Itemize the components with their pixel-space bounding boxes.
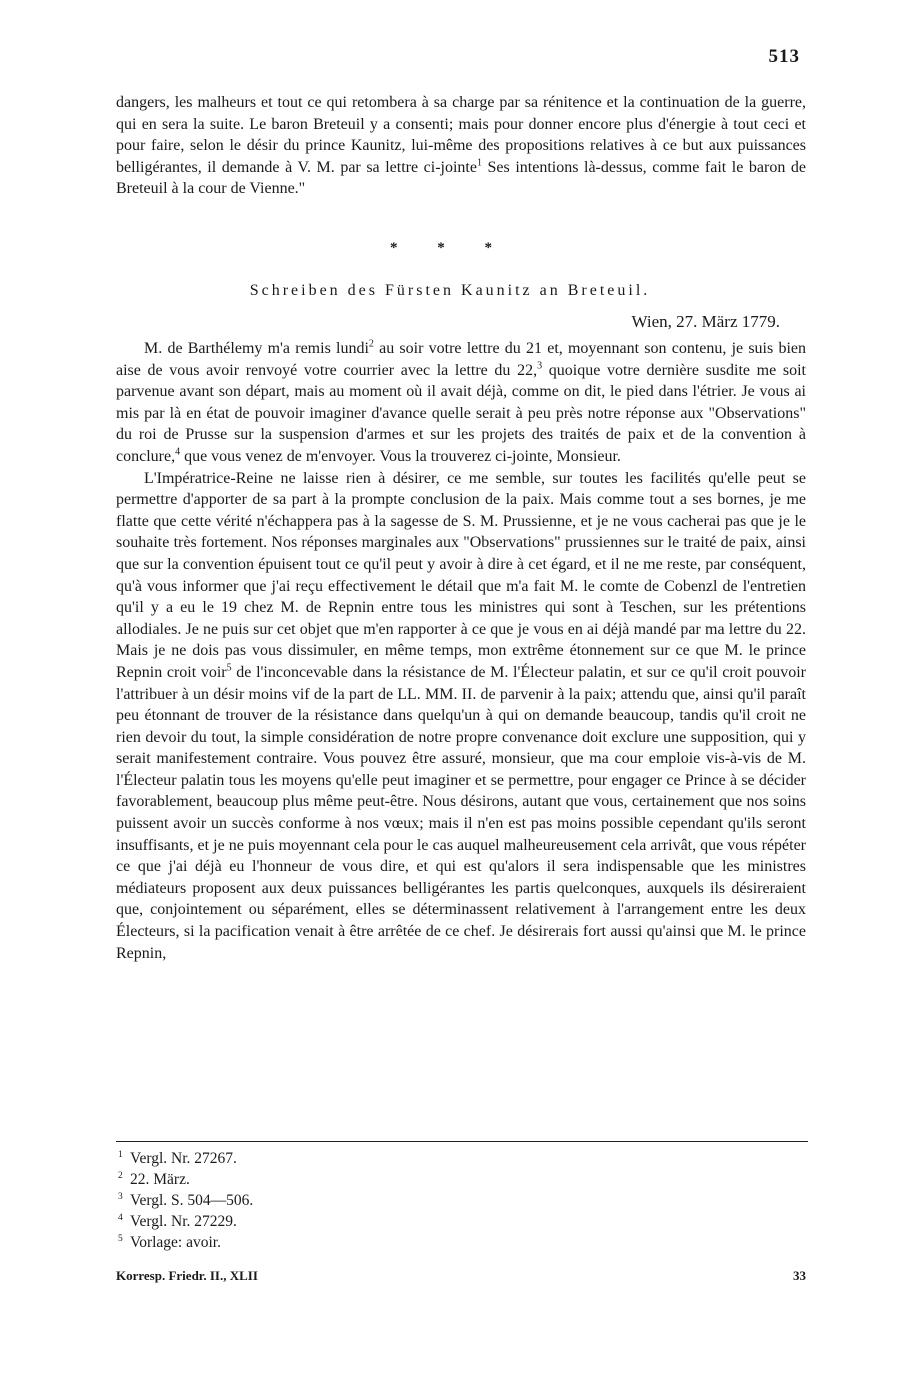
letter-heading: Schreiben des Fürsten Kaunitz an Breteuil. xyxy=(249,282,651,299)
page-number: 513 xyxy=(768,46,800,67)
dateline: Wien, 27. März 1779. xyxy=(631,312,780,331)
letter-paragraph-2 xyxy=(116,468,806,965)
footnote xyxy=(118,1169,253,1190)
footnote-text: Vorlage: avoir. xyxy=(130,1234,221,1251)
footnote-number: 2 xyxy=(118,1171,123,1181)
section-separator: * * * xyxy=(390,240,510,256)
footnotes xyxy=(118,1148,253,1253)
footnote-number: 4 xyxy=(118,1213,123,1223)
signature-mark: Korresp. Friedr. II., XLII xyxy=(116,1268,258,1283)
footnote-ref-1: 1 xyxy=(476,157,482,169)
footnote xyxy=(118,1148,253,1169)
footnote-divider xyxy=(116,1141,808,1142)
footnote-ref-4: 4 xyxy=(175,446,181,458)
footnote-text: Vergl. Nr. 27267. xyxy=(130,1150,237,1167)
opening-text-end: Ses intentions là-dessus, comme fait le baron de Breteuil à la cour de Vienne." xyxy=(116,158,806,198)
letter-text: que vous venez de m'envoyer. Vous la trouverez ci-jointe, Monsieur. xyxy=(180,447,621,465)
letter-text: au soir votre lettre du 21 et, moyennant son contenu, je suis bien aise de vous avoir renvoyé votre courrier avec la lettre du 22, xyxy=(116,340,806,379)
footnote-text: Vergl. Nr. 27229. xyxy=(130,1213,237,1230)
footnote-number: 3 xyxy=(118,1192,123,1202)
letter-body xyxy=(116,338,806,964)
letter-text: quoique votre dernière susdite me soit parvenue avant son départ, mais au moment où il avait déjà, comme on dit, le pied dans l'étrier. Je vous ai mis par là en état de pouvoir imaginer d'avance quelle serait à peu près notre réponse aux "Observations" du roi de Prusse sur la suspension d'armes et sur les projets des traités de paix et de la convention à conclure, xyxy=(116,361,807,465)
footnote xyxy=(118,1232,253,1253)
letter-text: L'Impératrice-Reine ne laisse rien à désirer, ce me semble, sur toutes les facilités qu'elle peut se permettre d'apporter de sa part à la prompte conclusion de la paix. Mais comme tout a ses bornes, je me flatte que cette vérité n'échappera pas à la sagesse de S. M. Prussienne, et je ne vous cacherai pas que je le souhaite très fortement. Nos réponses marginales aux "Observations" prussiennes sur le traité de paix, ainsi que sur la convention épuisent tout ce qu'il peut y avoir à dire à cet égard, et il ne me reste, par conséquent, qu'à vous informer que j'ai reçu effectivement le détail que m'a fait M. le comte de Cobenzl de l'entretien qu'il y a eu le 19 chez M. de Repnin entre tous les ministres qui sont à Teschen, sur les prétentions allodiales. Je ne puis sur cet objet que m'en rapporter à ce que je vous en ai déjà mandé par ma lettre du 22. Mais je ne dois pas vous dissimuler, en même temps, mon extrême étonnement sur ce que M. le prince Repnin croit voir xyxy=(116,469,806,681)
footnote-ref-5: 5 xyxy=(226,662,232,674)
footnote-text: 22. März. xyxy=(130,1171,190,1188)
footnote-ref-2: 2 xyxy=(368,338,374,350)
footnote-text: Vergl. S. 504—506. xyxy=(130,1192,254,1209)
footnote-number: 5 xyxy=(118,1234,123,1244)
footnote xyxy=(118,1211,253,1232)
letter-paragraph-1 xyxy=(116,338,806,468)
opening-text: dangers, les malheurs et tout ce qui retombera à sa charge par sa rénitence et la continuation de la guerre, qui en sera la suite. Le baron Breteuil y a consenti; mais pour donner encore plus d'énergie à tout ceci et pour faire, selon le désir du prince Kaunitz, lui-même des propositions relatives à ce but aux puissances belligérantes, il demande à V. M. par sa lettre ci-jointe xyxy=(116,94,806,176)
opening-paragraph xyxy=(116,92,806,200)
letter-text: de l'inconcevable dans la résistance de M. l'Électeur palatin, et sur ce qu'il croit pouvoir l'attribuer à un désir moins vif de la part de LL. MM. II. de parvenir à la paix; attendu que, ainsi qu'il paraît peu étonnant de trouver de la résistance dans quelqu'un à qui on demande beaucoup, tandis qu'il croit ne rien devoir du tout, la simple considération de notre propre convenance doit exclure une supposition, qui y serait manifestement contraire. Vous pouvez être assuré, monsieur, que ma cour emploie vis-à-vis de M. l'Électeur palatin tous les moyens qu'elle peut imaginer et se permettre, pour engager ce Prince à se décider favorablement, beaucoup plus même peut-être. Nous désirons, autant que vous, certainement que nos soins puissent avoir un succès conforme à nos vœux; mais il n'en est pas moins possible cependant qu'ils seront insuffisants, et je ne puis moyennant cela pour le cas auquel malheureusement cela arrivât, que vous répéter ce que j'ai déjà eu l'honneur de vous dire, et qui est qu'alors il sera indispensable que les ministres médiateurs proposent aux deux puissances belligérantes les partis quelconques, auxquels ils désireraient que, conjointement ou séparément, elles se déterminassent relativement à l'arrangement entre les deux Électeurs, si la pacification venait à être arrêtée de ce chef. Je désirerais fort aussi qu'ainsi que M. le prince Repnin, xyxy=(116,663,806,962)
footnote-number: 1 xyxy=(118,1150,123,1160)
letter-text: M. de Barthélemy m'a remis lundi xyxy=(144,340,369,357)
footnote xyxy=(118,1190,253,1211)
signature-number: 33 xyxy=(793,1268,806,1283)
footnote-ref-3: 3 xyxy=(537,360,543,372)
